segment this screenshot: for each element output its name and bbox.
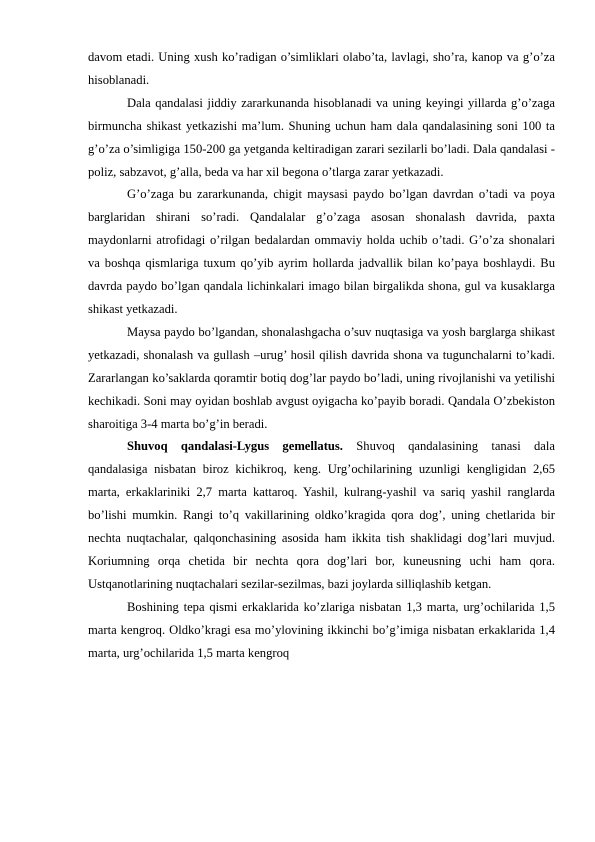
paragraph-5 <box>88 435 555 595</box>
paragraph-6-text: Boshining tepa qismi erkaklarida ko’zlariga nisbatan 1,3 marta, urg’ochilarida 1,5 marta kengroq. Oldko’kragi esa mo’ylovining ikkinchi bo’g’imiga nisbatan erkaklarida 1,4 marta, urg’ochilarida 1,5 marta kengroq <box>88 599 555 660</box>
paragraph-1 <box>88 46 555 92</box>
document-page <box>88 46 555 664</box>
paragraph-2 <box>88 92 555 184</box>
paragraph-5-text: Shuvoq qandalasining tanasi dala qandalasiga nisbatan biroz kichikroq, keng. Urg’ochilarining uzunligi kengligidan 2,65 marta, erkaklariniki 2,7 marta kattaroq. Yashil, kulrang-yashil va sariq yashil ranglarda bo’lishi mumkin. Rangi to’q vakillarining oldko’kragida qora dog’, uning chetlarida bir nechta nuqtachalar, qalqonchasining asosida ham ikkita tish shaklidagi dog’lari muvjud. Koriumning orqa chetida bir nechta qora dog’lari bor, kuneusning uchi ham qora. Ustqanotlarining nuqtachalari sezilar-sezilmas, bazi joylarda silliqlashib ketgan. <box>88 439 555 591</box>
species-heading: Shuvoq qandalasi-Lygus gemellatus. <box>127 439 343 454</box>
paragraph-1-text: davom etadi. Uning xush ko’radigan o’simliklari olabo’ta, lavlagi, sho’ra, kanop va g’o’za hisoblanadi. <box>88 50 555 87</box>
paragraph-3 <box>88 183 555 320</box>
paragraph-6 <box>88 596 555 665</box>
paragraph-2-text: Dala qandalasi jiddiy zararkunanda hisoblanadi va uning keyingi yillarda g’o’zaga birmuncha shikast yetkazishi ma’lum. Shuning uchun ham dala qandalasining soni 100 ta g’o’za o’simligiga 150-200 ga yetganda keltiradigan zarari sezilarli bo’ladi. Dala qandalasi - poliz, sabzavot, g’alla, beda va har xil begona o’tlarga zarar yetkazadi. <box>88 95 555 179</box>
paragraph-3-text: G’o’zaga bu zararkunanda, chigit maysasi paydo bo’lgan davrdan o’tadi va poya barglaridan shirani so’radi. Qandalalar g’o’zaga asosan shonalash davrida, paxta maydonlarni atrofidagi o’rilgan bedalardan ommaviy holda uchib o’tadi. G’o’za shonalari va boshqa qismlariga tuxum qo’yib ayrim hollarda jadvallik bilan ko’paya boshlaydi. Bu davrda paydo bo’lgan qandala lichinkalari imago bilan birgalikda shona, gul va kusaklarga shikast yetkazadi. <box>88 187 555 316</box>
paragraph-4-text: Maysa paydo bo’lgandan, shonalashgacha o’suv nuqtasiga va yosh barglarga shikast yetkazadi, shonalash va gullash –urug’ hosil qilish davrida shona va tugunchalarni to’kadi. Zararlangan ko’saklarda qoramtir botiq dog’lar paydo bo’ladi, uning rivojlanishi va yetilishi kechikadi. Soni may oyidan boshlab avgust oyigacha ko’payib boradi. Qandala O’zbekiston sharoitiga 3-4 marta bo’g’in beradi. <box>88 324 555 431</box>
paragraph-4 <box>88 321 555 436</box>
